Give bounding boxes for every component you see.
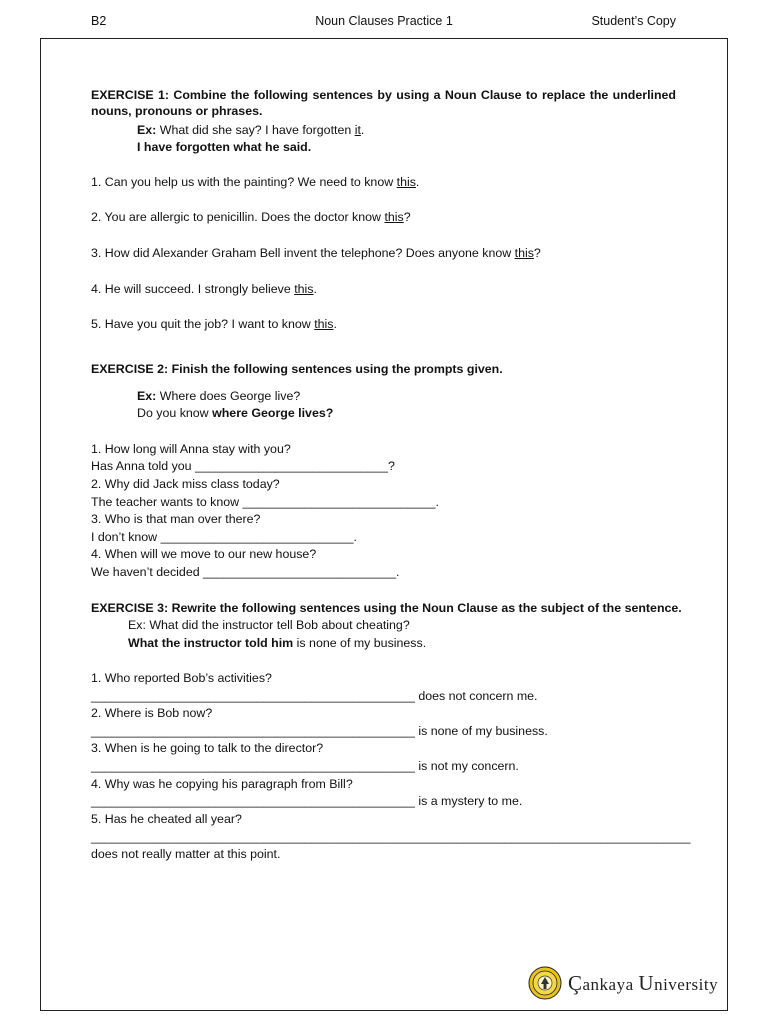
item-text: 1. Can you help us with the painting? We need to know: [91, 175, 394, 189]
wordmark-initial: Ç: [568, 970, 583, 995]
exercise-3-line: _______________________________________________ is a mystery to me.: [91, 794, 523, 808]
exercise-2-example: [137, 388, 300, 404]
exercise-1-title: EXERCISE 1: Combine the following sentences by using a Noun Clause to replace the underlined nouns, pronouns or phrases.: [91, 88, 676, 118]
item-end: .: [333, 317, 337, 331]
exercise-2-line: Has Anna told you ____________________________?: [91, 459, 395, 473]
item-underlined: this: [514, 246, 534, 260]
exercise-3-line: does not really matter at this point.: [91, 847, 281, 861]
exercise-3-line: 4. Why was he copying his paragraph from Bill?: [91, 777, 353, 791]
example-answer-bold: What the instructor told him: [128, 636, 294, 650]
item-text: 2. You are allergic to penicillin. Does the doctor know: [91, 210, 381, 224]
exercise-2-line: 1. How long will Anna stay with you?: [91, 442, 291, 456]
exercise-2-line: We haven’t decided ____________________________.: [91, 565, 400, 579]
exercise-2-line: I don’t know ____________________________.: [91, 530, 357, 544]
exercise-1-item: [91, 281, 317, 297]
exercise-3-line: 5. Has he cheated all year?: [91, 812, 242, 826]
exercise-3-title: EXERCISE 3: Rewrite the following sentences using the Noun Clause as the subject of the sentence.: [91, 601, 682, 615]
exercise-3-line: _______________________________________________ is none of my business.: [91, 724, 548, 738]
example-end: .: [360, 123, 365, 137]
exercise-3-example-answer: [128, 635, 426, 651]
example-answer-rest: is none of my business.: [296, 636, 427, 650]
item-end: ?: [403, 210, 411, 224]
example-label: Ex:: [137, 123, 157, 137]
exercise-3-example: Ex: What did the instructor tell Bob about cheating?: [128, 618, 410, 632]
exercise-2-title: EXERCISE 2: Finish the following sentences using the prompts given.: [91, 362, 503, 376]
exercise-3-line: _______________________________________________ does not concern me.: [91, 689, 538, 703]
example-answer-prefix: Do you know: [137, 406, 209, 420]
item-text: 3. How did Alexander Graham Bell invent the telephone? Does anyone know: [91, 246, 512, 260]
university-wordmark: [568, 971, 718, 996]
exercise-1-item: [91, 316, 337, 332]
wordmark-rest: ankaya: [582, 974, 639, 994]
university-seal-icon: [528, 966, 562, 1000]
exercise-3-line: 1. Who reported Bob’s activities?: [91, 671, 272, 685]
exercise-1-item: [91, 245, 541, 261]
exercise-1-example: [137, 122, 364, 138]
item-text: 4. He will succeed. I strongly believe: [91, 282, 291, 296]
exercise-1-item: [91, 209, 411, 225]
item-end: ?: [533, 246, 541, 260]
exercise-2-line: 4. When will we move to our new house?: [91, 547, 317, 561]
wordmark-initial-2: U: [638, 970, 655, 995]
header-copy-type: Student’s Copy: [591, 14, 676, 28]
example-answer-bold: where George lives?: [212, 406, 334, 420]
header-level: B2: [91, 14, 107, 28]
exercise-3-line: _______________________________________________ is not my concern.: [91, 759, 519, 773]
item-text: 5. Have you quit the job? I want to know: [91, 317, 311, 331]
example-label: Ex:: [137, 389, 157, 403]
exercise-3-line: 3. When is he going to talk to the director?: [91, 741, 324, 755]
exercise-2-line: The teacher wants to know ____________________________.: [91, 495, 439, 509]
exercise-2-line: 2. Why did Jack miss class today?: [91, 477, 280, 491]
wordmark-rest-2: niversity: [654, 974, 719, 994]
university-logo: [528, 966, 718, 1000]
exercise-2-line: 3. Who is that man over there?: [91, 512, 261, 526]
exercise-2-example-answer: [137, 405, 333, 421]
exercise-1-example-answer: I have forgotten what he said.: [137, 140, 312, 154]
header-title: Noun Clauses Practice 1: [315, 14, 453, 28]
exercise-1-item: [91, 174, 419, 190]
item-end: .: [313, 282, 317, 296]
item-underlined: this: [314, 317, 334, 331]
item-underlined: this: [384, 210, 404, 224]
example-text: What did she say? I have forgotten: [159, 123, 352, 137]
item-underlined: this: [294, 282, 314, 296]
item-underlined: this: [396, 175, 416, 189]
exercise-3-line: _______________________________________________________________________________________: [91, 830, 691, 844]
item-end: .: [415, 175, 420, 189]
example-text: Where does George live?: [159, 389, 301, 403]
example-underlined: it: [354, 123, 361, 137]
exercise-3-line: 2. Where is Bob now?: [91, 706, 213, 720]
